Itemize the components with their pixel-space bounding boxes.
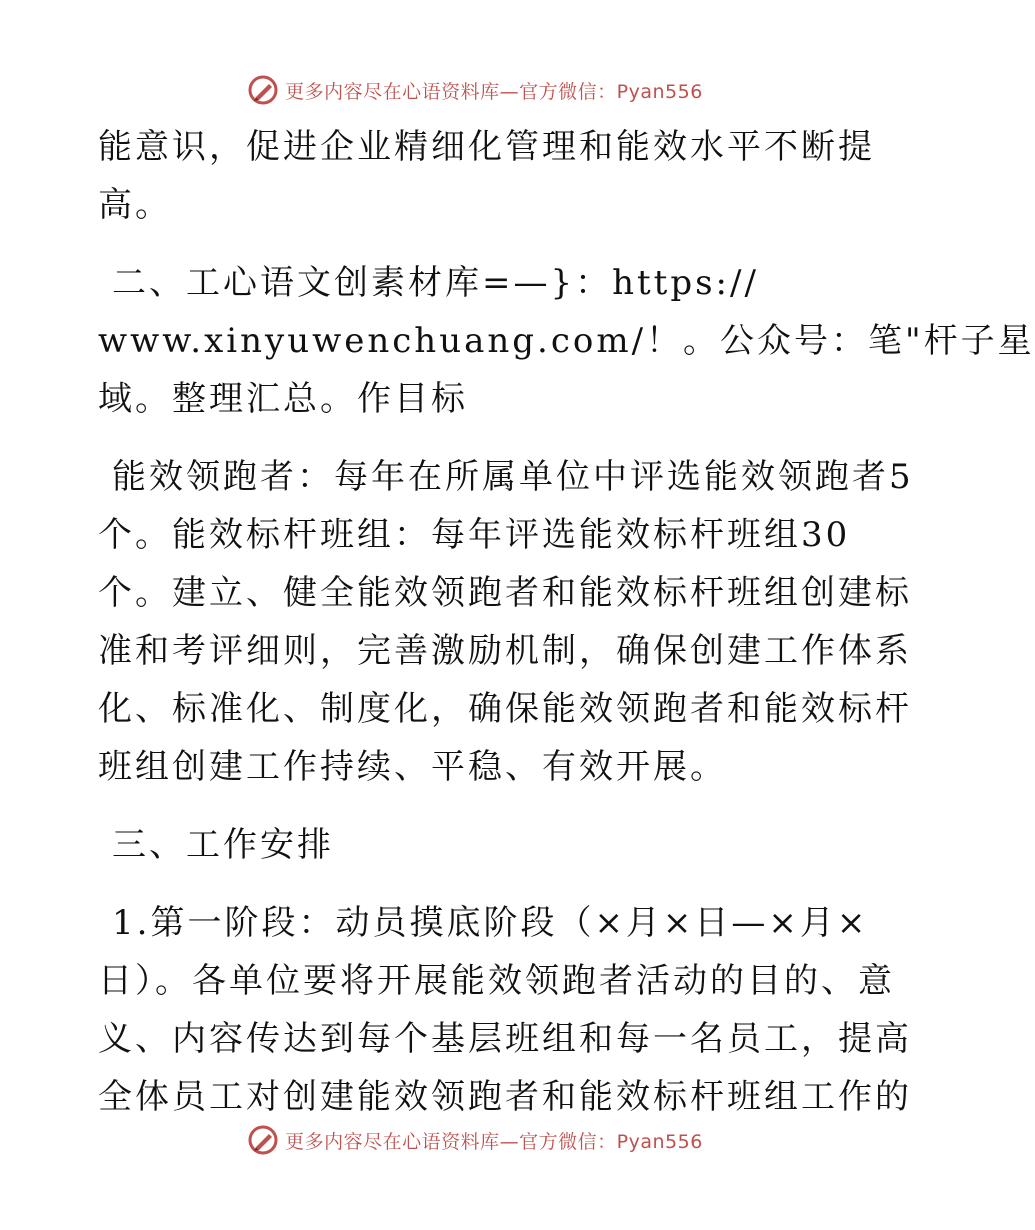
document-body	[98, 118, 1035, 1126]
text-line: 1.第一阶段：动员摸底阶段（×月×日—×月×	[112, 903, 869, 943]
paragraph-goals	[98, 448, 914, 796]
text-line: 个。建立、健全能效领跑者和能效标杆班组创建标	[98, 573, 912, 613]
text-line: 个。能效标杆班组：每年评选能效标杆班组30	[98, 515, 851, 555]
text-line: 全体员工对创建能效领跑者和能效标杆班组工作的	[98, 1077, 912, 1117]
watermark-text: 更多内容尽在心语资料库—官方微信：Pyan556	[285, 1130, 703, 1153]
text-line: 化、标准化、制度化，确保能效领跑者和能效标杆	[98, 689, 912, 729]
watermark-text: 更多内容尽在心语资料库—官方微信：Pyan556	[285, 80, 703, 103]
text-line: 日）。各单位要将开展能效领跑者活动的目的、意	[98, 961, 895, 1001]
text-line: 高。	[98, 185, 172, 225]
text-line: 能意识，促进企业精细化管理和能效水平不断提	[98, 127, 875, 167]
text-line: 域。整理汇总。作目标	[98, 379, 468, 419]
section-heading-2	[98, 254, 1035, 428]
paragraph-1	[98, 118, 875, 234]
header-watermark-banner	[0, 70, 950, 110]
text-line: 班组创建工作持续、平稳、有效开展。	[98, 747, 727, 787]
section-heading-3	[98, 816, 850, 874]
text-line: 三、工作安排	[112, 825, 334, 865]
pen-logo-icon	[247, 1124, 279, 1156]
text-line: www.xinyuwenchuang.com/！。公众号：笔"杆子星	[98, 321, 1035, 361]
footer-watermark-banner	[0, 1120, 950, 1160]
text-line: 能效领跑者：每年在所属单位中评选能效领跑者5	[112, 457, 914, 497]
text-line: 二、工心语文创素材库=—}：https://	[112, 263, 759, 303]
paragraph-phase-1	[98, 894, 912, 1126]
text-line: 准和考评细则，完善激励机制，确保创建工作体系	[98, 631, 912, 671]
text-line: 义、内容传达到每个基层班组和每一名员工，提高	[98, 1019, 912, 1059]
pen-logo-icon	[247, 74, 279, 106]
